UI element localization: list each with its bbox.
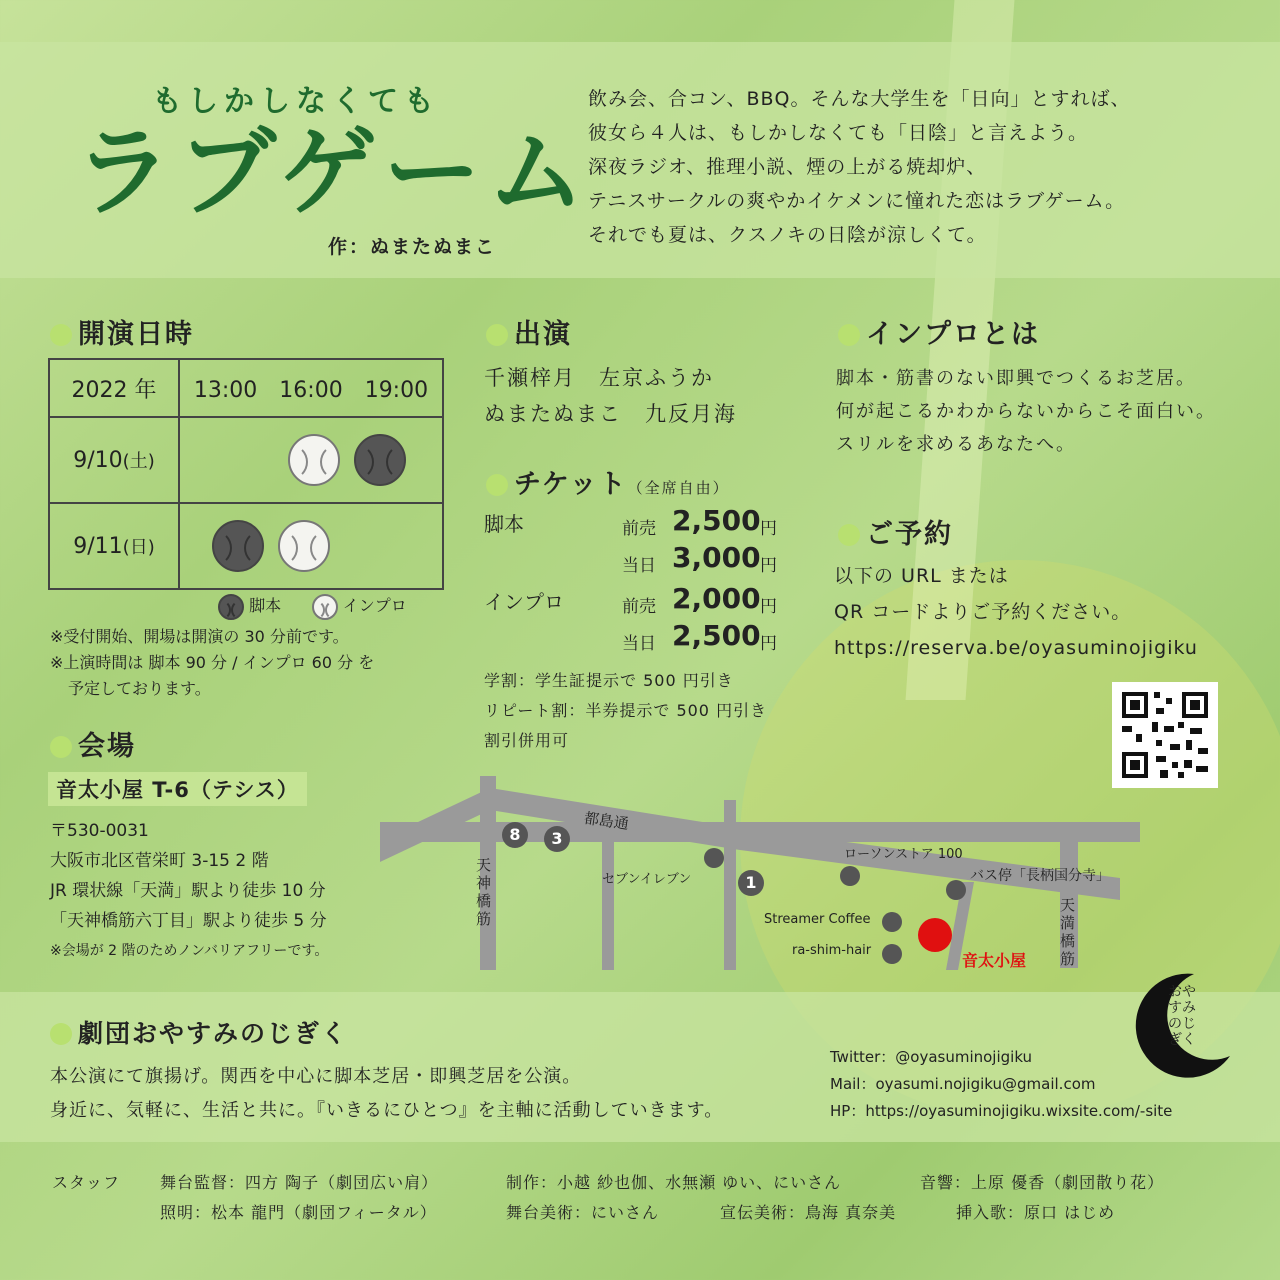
discount-line: リピート割：半券提示で 500 円引き [484, 701, 768, 720]
price-kind: 脚本 [484, 512, 524, 536]
schedule-slots [179, 503, 443, 589]
impro-ball-icon [312, 594, 338, 620]
note-line: 予定しております。 [68, 679, 211, 698]
price-value: 2,000 [672, 582, 761, 615]
venue-address [50, 816, 328, 966]
price-unit: 円 [760, 634, 777, 654]
impro-ball-icon [278, 520, 330, 572]
price-when: 前売 [622, 597, 656, 617]
map-marker-3: 3 [544, 826, 570, 852]
schedule-date: 9/10(土) [49, 417, 179, 503]
script-ball-icon [212, 520, 264, 572]
day-text: 土 [129, 451, 148, 472]
staff-credit: 挿入歌：原口 はじめ [956, 1203, 1116, 1222]
map [380, 770, 1120, 980]
ticket-sub: （全席自由） [627, 479, 730, 497]
impro-text [836, 362, 1216, 461]
troupe-line: 身近に、気軽に、生活と共に。『いきるにひとつ』を主軸に活動していきます。 [50, 1100, 724, 1121]
map-marker-8: 8 [502, 822, 528, 848]
schedule-legend [218, 592, 407, 620]
price-when: 前売 [622, 519, 656, 539]
schedule-notes [50, 624, 374, 702]
legend-impro: インプロ [342, 596, 407, 615]
address-line: 〒530-0031 [50, 821, 149, 841]
venue-marker [918, 918, 952, 952]
price-row [484, 619, 784, 660]
bullet-icon [486, 474, 508, 496]
lawson-label: ローソンストア 100 [844, 847, 963, 862]
title-subtitle: もしかしなくても [152, 84, 440, 119]
price-row [484, 582, 784, 623]
reserve-line: 以下の URL または [834, 565, 1009, 587]
price-value: 3,000 [672, 541, 761, 574]
bus-stop-label: バス停「長柄国分寺」 [970, 868, 1110, 884]
troupe-logo [1124, 968, 1234, 1084]
note-line: ※上演時間は 脚本 90 分 / インプロ 60 分 を [50, 653, 375, 672]
impro-ball-icon [288, 434, 340, 486]
ticket-prices [484, 504, 784, 660]
impro-line: スリルを求めるあなたへ。 [836, 434, 1076, 455]
script-ball-icon [218, 594, 244, 620]
price-value: 2,500 [672, 619, 761, 652]
script-ball-icon [354, 434, 406, 486]
street-right-label: 天満橋筋 [1060, 896, 1076, 968]
price-unit: 円 [760, 556, 777, 576]
troupe-heading [50, 1014, 348, 1050]
price-kind: インプロ [484, 590, 564, 614]
staff-credit: 舞台監督：四方 陶子（劇団広い肩） [160, 1173, 439, 1192]
venue-marker-label: 音太小屋 [962, 951, 1027, 970]
lawson-pin [840, 866, 860, 886]
troupe-heading-text: 劇団おやすみのじぎく [78, 1019, 349, 1048]
streamer-coffee-pin [882, 912, 902, 932]
schedule-date: 9/11(日) [49, 503, 179, 589]
bullet-icon [50, 1023, 72, 1045]
synopsis-line: 彼女ら４人は、もしかしなくても「日陰」と言えよう。 [588, 122, 1089, 144]
impro-line: 何が起こるかわからないからこそ面白い。 [836, 401, 1216, 422]
impro-heading [838, 312, 1040, 351]
legend-script: 脚本 [249, 596, 282, 615]
cast-line: 千瀬梓月 左京ふうか [484, 366, 714, 390]
staff-row [52, 1198, 1116, 1228]
staff-credit: 音響：上原 優香（劇団散り花） [920, 1173, 1165, 1192]
schedule-times: 13:00 16:00 19:00 [179, 359, 443, 417]
troupe-logo-text: おやすみのじぎく [1168, 984, 1196, 1048]
troupe-line: 本公演にて旗揚げ。関西を中心に脚本芝居・即興芝居を公演。 [50, 1066, 582, 1087]
date-text: 9/10 [73, 448, 123, 473]
day-text: 日 [129, 537, 148, 558]
streamer-coffee-label: Streamer Coffee [764, 912, 871, 927]
impro-heading-text: インプロとは [866, 319, 1040, 350]
bullet-icon [838, 324, 860, 346]
address-line: 「天神橋筋六丁目」駅より徒歩 5 分 [50, 911, 327, 931]
reserve-line: QR コードよりご予約ください。 [834, 601, 1132, 623]
title-main: ラブゲーム [74, 116, 592, 230]
map-marker-1: 1 [738, 870, 764, 896]
impro-line: 脚本・筋書のない即興でつくるお芝居。 [836, 368, 1196, 389]
ticket-heading-text: チケット [514, 469, 628, 500]
schedule-year: 2022 年 [49, 359, 179, 417]
ticket-discounts [484, 666, 767, 756]
cast-list [484, 360, 737, 432]
reserve-heading [838, 512, 953, 551]
staff-credits [52, 1168, 1165, 1228]
bullet-icon [50, 324, 72, 346]
staff-label: スタッフ [52, 1173, 121, 1192]
twitter-link[interactable]: Twitter：@oyasuminojigiku [830, 1048, 1033, 1066]
synopsis [588, 82, 1131, 252]
schedule-table [48, 358, 444, 590]
venue-note: ※会場が 2 階のためノンバリアフリーです。 [50, 943, 329, 959]
synopsis-line: テニスサークルの爽やかイケメンに憧れた恋はラブゲーム。 [588, 190, 1126, 212]
price-unit: 円 [760, 519, 777, 539]
bullet-icon [486, 324, 508, 346]
cast-line: ぬまたぬまこ 九反月海 [484, 402, 737, 426]
bus-stop-pin [946, 880, 966, 900]
cast-heading-text: 出演 [514, 319, 572, 350]
rashim-hair-pin [882, 944, 902, 964]
rashim-hair-label: ra-shim-hair [792, 943, 872, 958]
note-line: ※受付開始、開場は開演の 30 分前です。 [50, 627, 349, 646]
discount-line: 学割：学生証提示で 500 円引き [484, 671, 734, 690]
reserve-heading-text: ご予約 [866, 519, 953, 550]
discount-line: 割引併用可 [484, 731, 570, 750]
mail-link[interactable]: Mail：oyasumi.nojigiku@gmail.com [830, 1075, 1096, 1093]
price-value: 2,500 [672, 504, 761, 537]
schedule-slots [179, 417, 443, 503]
schedule-heading-text: 開演日時 [78, 319, 194, 350]
cast-heading [486, 312, 572, 351]
reserve-url-link[interactable]: https://reserva.be/oyasuminojigiku [834, 637, 1198, 659]
staff-row [52, 1168, 1165, 1198]
synopsis-line: 飲み会、合コン、BBQ。そんな大学生を「日向」とすれば、 [588, 88, 1131, 110]
title-author: 作：ぬまたぬまこ [328, 236, 497, 258]
venue-name: 音太小屋 T-6（テシス） [48, 772, 307, 806]
synopsis-line: それでも夏は、クスノキの日陰が涼しくて。 [588, 224, 987, 246]
venue-heading [50, 724, 136, 763]
homepage-link[interactable]: HP：https://oyasuminojigiku.wixsite.com/-site [830, 1102, 1173, 1120]
staff-credit: 舞台美術：にいさん [506, 1203, 660, 1222]
venue-heading-text: 会場 [78, 731, 136, 762]
bullet-icon [838, 524, 860, 546]
price-when: 当日 [622, 556, 656, 576]
troupe-contact [830, 1044, 1172, 1125]
address-line: 大阪市北区菅栄町 3-15 2 階 [50, 851, 269, 871]
address-line: JR 環状線「天満」駅より徒歩 10 分 [50, 881, 326, 901]
ticket-heading [486, 462, 730, 501]
qr-code[interactable] [1112, 682, 1218, 788]
schedule-heading [50, 312, 194, 351]
date-text: 9/11 [73, 534, 123, 559]
staff-credit: 制作：小越 紗也伽、水無瀬 ゆい、にいさん [506, 1173, 842, 1192]
staff-credit: 宣伝美術：鳥海 真奈美 [720, 1203, 897, 1222]
troupe-text [50, 1060, 723, 1128]
seven-eleven-pin [704, 848, 724, 868]
price-unit: 円 [760, 597, 777, 617]
street-left-label: 天神橋筋 [476, 856, 492, 928]
qr-code-icon [1112, 682, 1218, 788]
price-row [484, 541, 784, 586]
staff-credit: 照明：松本 龍門（劇団フィータル） [160, 1203, 437, 1222]
street-top-label: 都島通 [582, 808, 630, 834]
seven-eleven-label: セブンイレブン [602, 872, 692, 887]
price-row [484, 504, 784, 545]
bullet-icon [50, 736, 72, 758]
synopsis-line: 深夜ラジオ、推理小説、煙の上がる焼却炉、 [588, 156, 987, 178]
reserve-text [834, 558, 1198, 666]
price-when: 当日 [622, 634, 656, 654]
